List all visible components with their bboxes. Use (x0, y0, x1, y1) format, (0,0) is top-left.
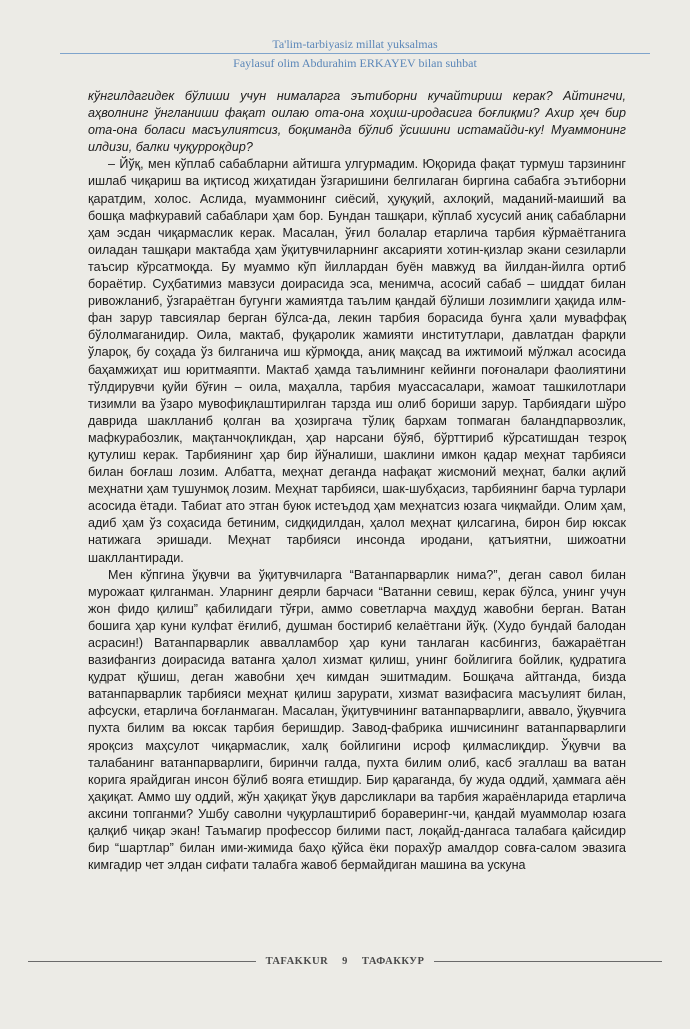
footer-rule-left (28, 961, 256, 962)
running-header (60, 36, 650, 71)
footer-magazine-name-latin: TAFAKKUR (265, 955, 329, 967)
answer-paragraph-2: Мен кўпгина ўқувчи ва ўқитувчиларга “Ватанпарварлик нима?”, деган савол билан мурожаат қилганман. Уларнинг деярли барчаси “Ватанни севиш, керак бўлса, унинг учун жон фидо қилиш” қабилидаги тўғри, аммо советларча маҳдуд жавобни берган. Ватан бошига ҳар куни кулфат ёғилиб, душман бостириб келаётгани йўқ. (Худо бундай балодан асрасин!) Ватанпарварлик аввалламбор ҳар куни танлаган касбингиз, бажараётган вазифангиз доирасида ватанга ҳалол хизмат қилиш, унинг бойлигига бойлик, қудратига қудрат қўшиш, деган жавобни ҳеч кимдан эшитмадим. Бошқача айтганда, бизда ватанпарварлик тарбияси меҳнат қилиш зарурати, хизмат вазифасига масъулият билан, афсуски, етарлича боғланмаган. Масалан, ўқитувчининг ватанпарварлиги, аввало, ўқувчига пухта билим ва юксак тарбия беришдир. Завод-фабрика ишчисининг ватанпарварлиги яроқсиз маҳсулот чиқармаслик, халқ бойлигини исроф қилмаслиқдир. Ўқувчи ва талабанинг ватанпарварлиги, биринчи галда, пухта билим олиб, касб эгаллаш ва ватан корига ярайдиган инсон бўлиб вояга етишдир. Бир қараганда, бу жуда оддий, ҳаммага аён ҳақиқат. Аммо шу оддий, жўн ҳақиқат ўқув дарсликлари ва тарбия жараёнларида етарлича аксини топганми? Ушбу саволни чуқурлаштириб бораверинг-чи, қандай муаммолар юзага қалқиб чиқар экан! Таъмагир профессор билими паст, лоқайд-дангаса талабага қайсидир бир “шартлар” билан ими-жимида баҳо қўйса ёки порахўр амалдор совға-салом эвазига кимгадир чет элдан сифати талабга жавоб бермайдиган машина ва ускуна (88, 567, 626, 873)
footer-rule-right (434, 961, 662, 962)
page-number: 9 (342, 955, 348, 967)
article-body (88, 88, 626, 874)
answer-paragraph-1: – Йўқ, мен кўплаб сабабларни айтишга улгурмадим. Юқорида фақат турмуш тарзининг ишлаб чиқариш ва иқтисод жиҳатидан ўзгаришини белгилаган биргина сабабга эътиборни қаратдим, холос. Аслида, муаммонинг сиёсий, ҳуқуқий, ахлоқий, маданий-маиший ва бошқа мафкуравий сабаблари ҳам бор. Бундан ташқари, кўплаб хусусий аниқ сабабларни ҳам эсдан чиқармаслик керак. Масалан, ўғил болалар етарлича тарбия кўрмаётганига оиладан ташқари мактабда ҳам ўқитувчиларнинг аксарияти хотин-қизлар экани сезиларли таъсир кўрсатмоқда. Бу муаммо кўп йиллардан буён мавжуд ва йилдан-йилга ортиб бораётир. Суҳбатимиз мавзуси доирасида эса, менимча, асосий сабаб – шиддат билан ривожланиб, ўзгараётган бугунги жамиятда таълим қандай бўлиши лозимлиги ҳақида илм-фан зарур тавсиялар берган бўлса-да, лекин тарбия борасида бунга ҳали муваффақ бўлолмаганидир. Оила, мактаб, фуқаролик жамияти институтлари, давлатдан фарқли ўлароқ, бу соҳада ўз билганича иш кўрмоқда, аниқ мақсад ва ижтимоий мўлжал асосида баҳамжиҳат иш юритмаяпти. Мактаб ҳамда таълимнинг кейинги поғоналари фаолиятини тўлдирувчи қуйи бўғин – оила, маҳалла, тарбия муассасалари, жамоат ташкилотлари тизимли ва ўзаро мувофиқлаштирилган тарзда иш олиб бориши зарур. Тарбиядаги шўро даврида шаклланиб қолган ва ҳозиргача тўлиқ бархам топмаган баландпарвозлик, мафкурабозлик, мақтанчоқликдан, ҳар нарсани бўяб, бўрттириб кўрсатишдан тезроқ қутулиш керак. Тарбиянинг ҳар бир йўналиши, шаклини имкон қадар меҳнат тарбияси билан боғлаш лозим. Албатта, меҳнат деганда нафақат жисмоний меҳнат, балки ақлий меҳнатни ҳам тушунмоқ лозим. Меҳнат тарбияси, шак-шубҳасиз, тарбиянинг барча турлари асосида ётади. Табиат ато этган буюк истеъдод ҳам меҳнатсиз юзага чиқмайди. Олим ҳам, адиб ҳам ўз соҳасида бетиним, сидқидилдан, ҳалол меҳнат қилсагина, бирон бир юксак натижага эришади. Меҳнат тарбияси инсонда иродани, қатъиятни, шижоатни шакллантиради. (88, 157, 626, 565)
page-footer (28, 954, 662, 968)
footer-magazine-name-cyrillic: ТАФАККУР (361, 955, 425, 967)
header-interview-subtitle: Faylasuf olim Abdurahim ERKAYEV bilan suhbat (233, 56, 477, 70)
header-divider (60, 53, 650, 54)
interview-question: кўнгилдагидек бўлиши учун нималарга эътиборни кучайтириш керак? Айтингчи, аҳволнинг ўнгланиши фақат оилаю ота-она хоҳиш-иродасига боғлиқми? Ахир ҳеч бир ота-она боласи масъулиятсиз, боқиманда бўлиб ўсишини истамайди-ку! Муаммонинг илдизи, балки чуқурроқдир? (88, 89, 626, 155)
header-series-title: Ta'lim-tarbiyasiz millat yuksalmas (272, 37, 438, 51)
